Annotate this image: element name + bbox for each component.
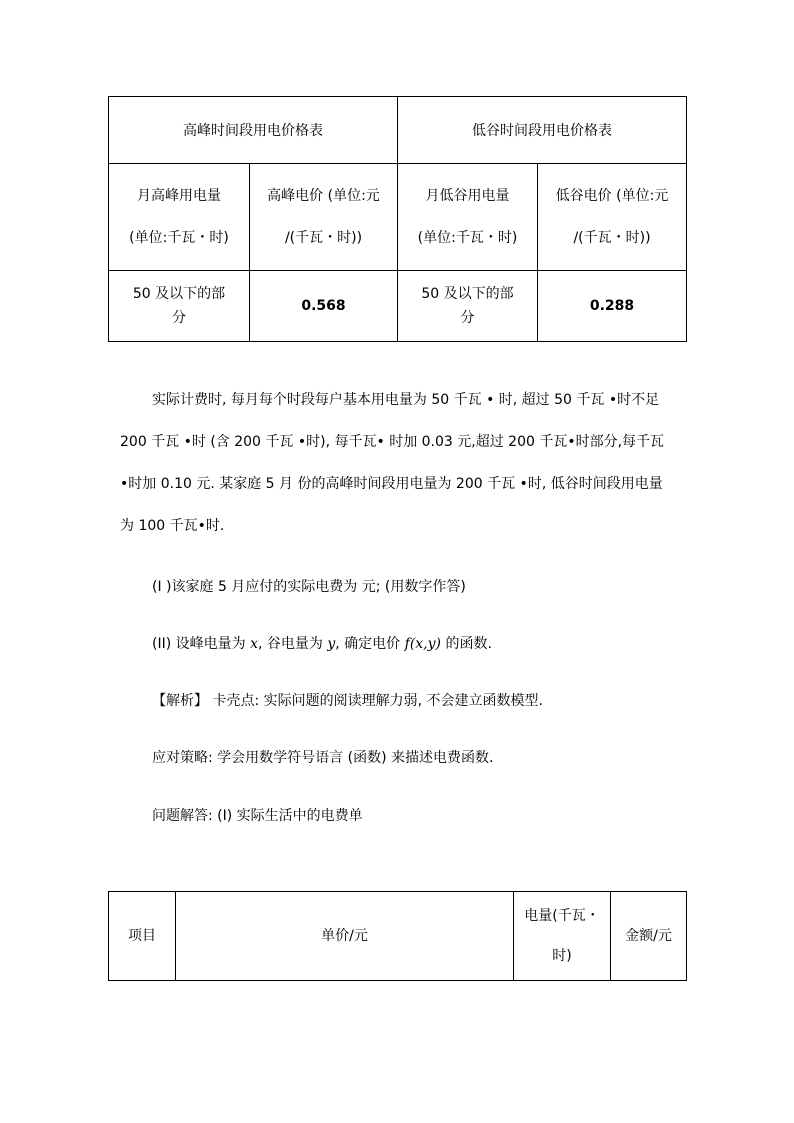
amount-header: 金额/元 (611, 892, 687, 981)
valley-price-header: 低谷电价 (单位:元 /(千瓦・时)) (538, 164, 687, 271)
valley-price-cell: 0.288 (538, 271, 687, 342)
peak-price-cell: 0.568 (250, 271, 398, 342)
strategy-text: 应对策略: 学会用数学符号语言 (函数) 来描述电费函数. (152, 750, 494, 766)
problem-paragraph: 实际计费时, 每月每个时段每户基本用电量为 50 千瓦 • 时, 超过 50 千瓦 •时不足 200 千瓦 •时 (含 200 千瓦 •时), 每千瓦• 时加 0.03 元,超过 200 千瓦•时部分,每千瓦•时加 0.10 元. 某家庭 5 月 份的高峰时间段用电量为 200 千瓦 •时, 低谷时间段用电量为 100 千瓦•时. (120, 392, 665, 534)
valley-usage-cell: 50 及以下的部 分 (398, 271, 538, 342)
valley-table-title: 低谷时间段用电价格表 (398, 97, 687, 164)
peak-usage-cell: 50 及以下的部 分 (109, 271, 250, 342)
unit-price-header: 单价/元 (176, 892, 514, 981)
item-header: 项目 (109, 892, 176, 981)
peak-usage-header: 月高峰用电量 (单位:千瓦・时) (109, 164, 250, 271)
question-1: (I )该家庭 5 月应付的实际电费为 元; (用数字作答) (152, 579, 466, 595)
valley-usage-header: 月低谷用电量 (单位:千瓦・时) (398, 164, 538, 271)
price-table (108, 96, 687, 342)
analysis-text: 【解析】 卡壳点: 实际问题的阅读理解力弱, 不会建立函数模型. (152, 693, 543, 709)
question-2: (II) 设峰电量为 x, 谷电量为 y, 确定电价 f(x,y) 的函数. (152, 636, 492, 652)
peak-table-title: 高峰时间段用电价格表 (109, 97, 398, 164)
quantity-header: 电量(千瓦・ 时) (514, 892, 611, 981)
peak-price-header: 高峰电价 (单位:元 /(千瓦・时)) (250, 164, 398, 271)
answer-text: 问题解答: (I) 实际生活中的电费单 (152, 808, 363, 824)
bill-table (108, 891, 687, 981)
